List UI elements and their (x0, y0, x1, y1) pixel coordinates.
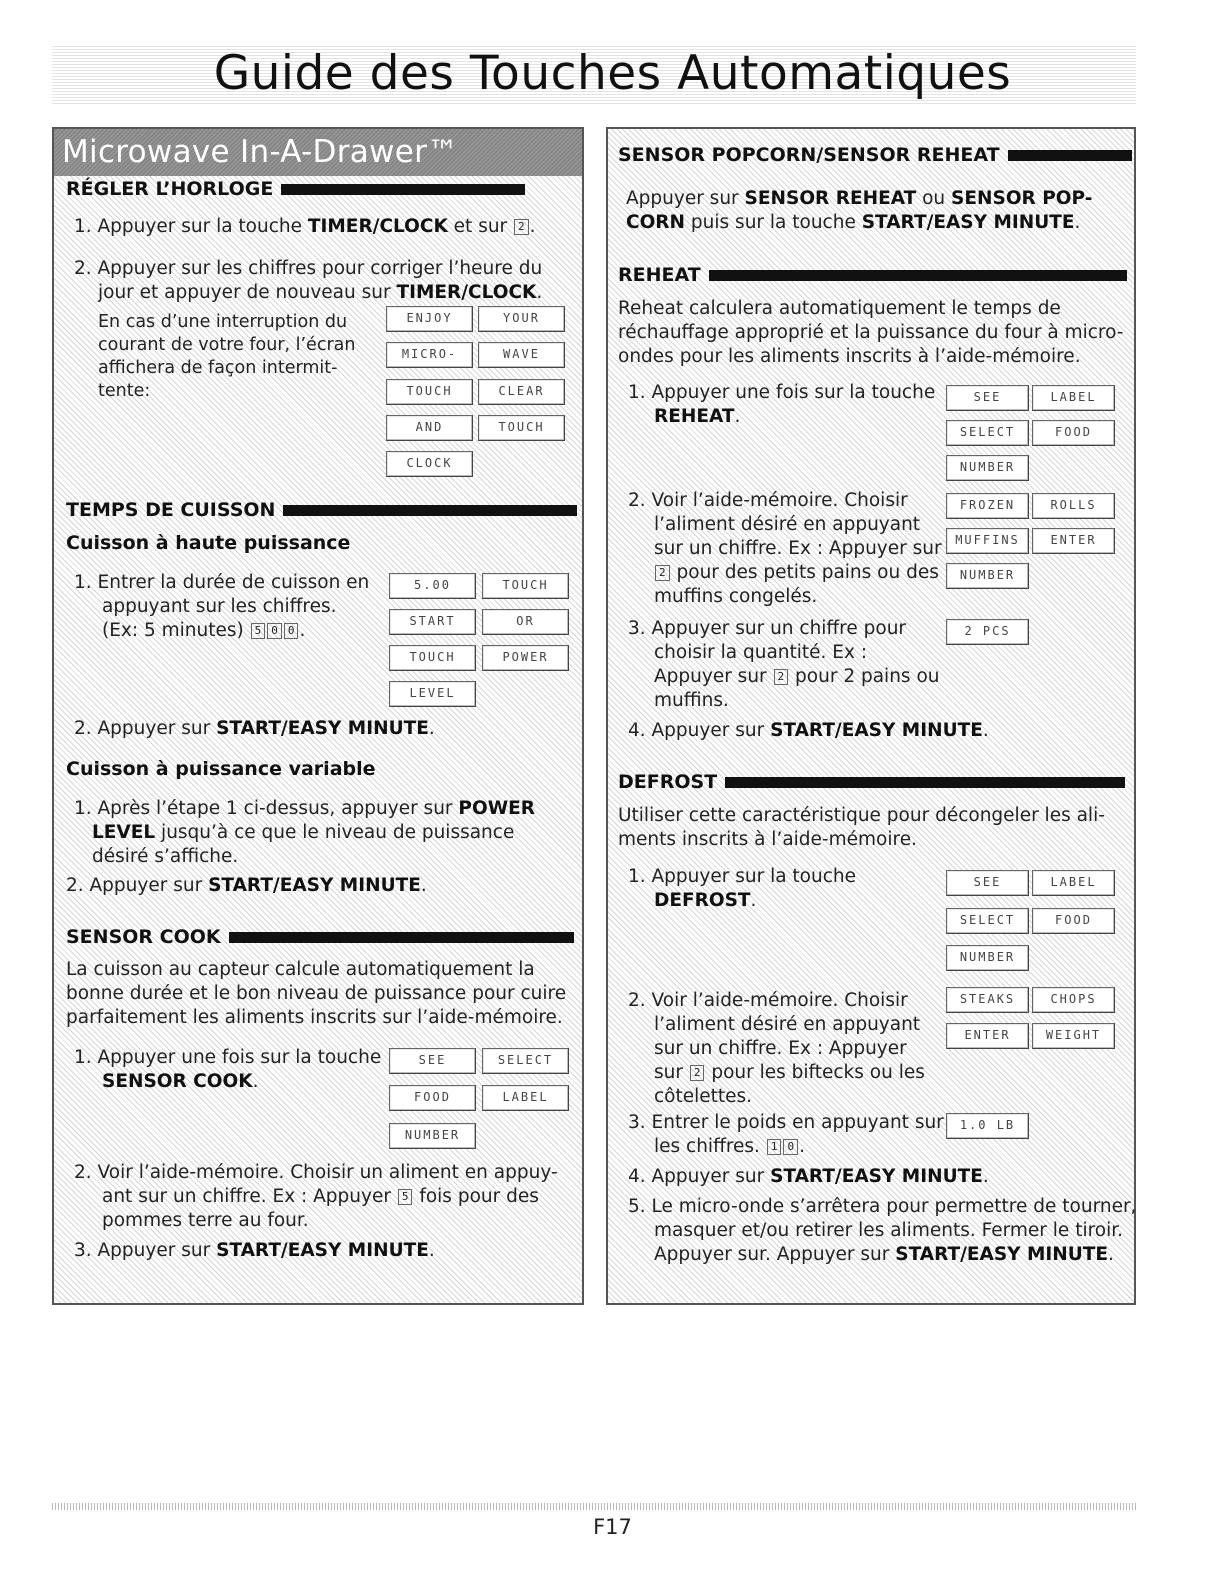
reheat-step-2-line-3: sur un chiffre. Ex : Appuyer sur (654, 538, 942, 559)
key-1-icon: 1 (767, 1139, 782, 1155)
defrost-step-3-line-1: 3. Entrer le poids en appuyant sur (628, 1112, 944, 1133)
display-word: LABEL (1032, 385, 1115, 411)
heading-rule (725, 777, 1125, 788)
sub-heading-haute: Cuisson à haute puissance (66, 532, 351, 554)
footer-rule (52, 1503, 1136, 1510)
display-word: SELECT (946, 420, 1029, 446)
horloge-note-line-1: En cas d’une interruption du (98, 312, 348, 332)
defrost-intro-line-1: Utiliser cette caractéristique pour décongeler les ali- (618, 805, 1105, 826)
defrost-step-2-line-5: côtelettes. (654, 1086, 753, 1107)
sensor-cook-intro-line-3: parfaitement les aliments inscrits sur l’aide-mémoire. (66, 1007, 563, 1028)
display-word: POWER (482, 645, 569, 671)
heading-rule (283, 505, 577, 516)
heading-text: DEFROST (618, 771, 718, 793)
defrost-step-4: 4. Appuyer sur START/EASY MINUTE. (628, 1166, 989, 1187)
reheat-step-2-line-1: 2. Voir l’aide-mémoire. Choisir (628, 490, 908, 511)
reheat-step-2-line-4: 2 pour des petits pains ou des (654, 561, 939, 585)
display-word: START (389, 609, 476, 635)
left-panel (52, 127, 584, 1305)
sensor-cook-step-1-line-2: SENSOR COOK. (102, 1071, 259, 1092)
heading-text: SENSOR COOK (66, 926, 221, 948)
key-2-icon: 2 (655, 565, 670, 581)
horloge-note-line-2: courant de votre four, l’écran (98, 335, 356, 355)
reheat-step-3-line-3: Appuyer sur 2 pour 2 pains ou (654, 666, 940, 687)
display-word: 5.00 (389, 573, 476, 599)
display-word: ROLLS (1032, 493, 1115, 519)
display-word: 1.0 LB (946, 1113, 1029, 1139)
display-word: STEAKS (946, 987, 1029, 1013)
display-word: SEE (946, 385, 1029, 411)
key-2-icon: 2 (690, 1065, 705, 1081)
defrost-step-1-line-1: 1. Appuyer sur la touche (628, 866, 856, 887)
display-word: SEE (389, 1048, 476, 1074)
panel-banner: Microwave In-A-Drawer™ (54, 129, 582, 176)
sensor-cook-step-3: 3. Appuyer sur START/EASY MINUTE. (74, 1240, 435, 1261)
display-word: TOUCH (386, 379, 473, 405)
defrost-step-5-line-1: 5. Le micro-onde s’arrêtera pour permettre de tourner, (628, 1196, 1137, 1217)
display-word: NUMBER (946, 455, 1029, 481)
sensor-cook-intro-line-1: La cuisson au capteur calcule automatiquement la (66, 959, 535, 980)
key-0-icon: 0 (783, 1139, 798, 1155)
sensor-cook-intro-line-2: bonne durée et le bon niveau de puissance pour cuire (66, 983, 567, 1004)
display-word: FROZEN (946, 493, 1029, 519)
key-2-icon: 2 (514, 219, 529, 235)
reheat-step-1-line-1: 1. Appuyer une fois sur la touche (628, 382, 936, 403)
display-word: LABEL (1032, 870, 1115, 896)
heading-rule (281, 184, 525, 195)
popcorn-line-2: CORN puis sur la touche START/EASY MINUTE. (626, 212, 1081, 233)
reheat-intro-line-1: Reheat calculera automatiquement le temps de (618, 298, 1061, 319)
display-word: YOUR (478, 306, 565, 332)
display-word: NUMBER (389, 1123, 476, 1149)
reheat-step-2-line-5: muffins congelés. (654, 586, 818, 607)
display-word: LEVEL (389, 681, 476, 707)
heading-rule (1008, 150, 1132, 161)
popcorn-line-1: Appuyer sur SENSOR REHEAT ou SENSOR POP- (626, 188, 1093, 209)
display-word: FOOD (389, 1085, 476, 1111)
key-5-icon: 5 (398, 1189, 413, 1205)
display-word: ENJOY (386, 306, 473, 332)
display-word: TOUCH (482, 573, 569, 599)
section-heading-horloge (66, 177, 525, 201)
display-word: WAVE (478, 342, 565, 368)
section-heading-sensor-cook (66, 925, 574, 949)
variable-step-1-line-3: désiré s’affiche. (92, 846, 239, 867)
display-word: ENTER (946, 1023, 1029, 1049)
display-word: TOUCH (478, 415, 565, 441)
display-word: FOOD (1032, 908, 1115, 934)
page-title: Guide des Touches Automatiques (213, 46, 1012, 101)
display-word: SELECT (946, 908, 1029, 934)
sensor-cook-step-2-line-3: pommes terre au four. (102, 1210, 309, 1231)
horloge-note-line-3: affichera de façon intermit- (98, 358, 338, 378)
display-word: OR (482, 609, 569, 635)
variable-step-1-line-1: 1. Après l’étape 1 ci-dessus, appuyer sur POWER (74, 798, 535, 819)
reheat-step-4: 4. Appuyer sur START/EASY MINUTE. (628, 720, 989, 741)
key-0-icon: 0 (267, 623, 282, 639)
key-2-icon: 2 (774, 669, 789, 685)
right-panel (606, 127, 1136, 1305)
display-word: NUMBER (946, 945, 1029, 971)
sensor-cook-step-2-line-1: 2. Voir l’aide-mémoire. Choisir un aliment en appuy- (74, 1162, 558, 1183)
haute-step-2: 2. Appuyer sur START/EASY MINUTE. (74, 718, 435, 739)
key-5-icon: 5 (251, 623, 266, 639)
display-word: SEE (946, 870, 1029, 896)
sensor-cook-step-2-line-2: ant sur un chiffre. Ex : Appuyer 5 fois pour des (102, 1186, 539, 1207)
key-0-icon: 0 (284, 623, 299, 639)
heading-text: RÉGLER L’HORLOGE (66, 178, 274, 200)
reheat-step-1-line-2: REHEAT. (654, 406, 741, 427)
reheat-intro-line-3: ondes pour les aliments inscrits à l’aide-mémoire. (618, 346, 1081, 367)
variable-step-1-line-2: LEVEL jusqu’à ce que le niveau de puissance (92, 822, 515, 843)
reheat-step-3-line-1: 3. Appuyer sur un chiffre pour (628, 618, 907, 639)
horloge-step-2-line-2: jour et appuyer de nouveau sur TIMER/CLOCK. (98, 282, 543, 303)
section-heading-popcorn (618, 143, 1132, 167)
horloge-step-2-line-1: 2. Appuyer sur les chiffres pour corriger l’heure du (74, 258, 543, 279)
variable-step-2: 2. Appuyer sur START/EASY MINUTE. (66, 875, 427, 896)
heading-rule (709, 270, 1127, 281)
heading-text: SENSOR POPCORN/SENSOR REHEAT (618, 144, 1000, 166)
display-word: MICRO- (386, 342, 473, 368)
display-word: NUMBER (946, 563, 1029, 589)
display-word: MUFFINS (946, 528, 1029, 554)
section-heading-cuisson (66, 498, 577, 522)
display-word: AND (386, 415, 473, 441)
horloge-note-line-4: tente: (98, 381, 151, 401)
heading-text: REHEAT (618, 264, 701, 286)
display-word: LABEL (482, 1085, 569, 1111)
display-word: TOUCH (389, 645, 476, 671)
heading-text: TEMPS DE CUISSON (66, 499, 276, 521)
haute-step-1-line-1: 1. Entrer la durée de cuisson en (74, 572, 370, 593)
defrost-step-3-line-2: les chiffres. 1 0 . (654, 1136, 805, 1157)
defrost-step-2-line-4: sur 2 pour les biftecks ou les (654, 1062, 925, 1083)
display-word: ENTER (1032, 528, 1115, 554)
reheat-step-2-line-2: l’aliment désiré en appuyant (654, 514, 921, 535)
reheat-step-3-line-2: choisir la quantité. Ex : (654, 642, 868, 663)
defrost-step-2-line-3: sur un chiffre. Ex : Appuyer (654, 1038, 907, 1059)
display-word: WEIGHT (1032, 1023, 1115, 1049)
sub-heading-variable: Cuisson à puissance variable (66, 758, 376, 780)
horloge-step-1: 1. Appuyer sur la touche TIMER/CLOCK et sur 2 . (74, 216, 536, 237)
heading-rule (229, 932, 574, 943)
defrost-step-2-line-2: l’aliment désiré en appuyant (654, 1014, 921, 1035)
haute-step-1-line-3: (Ex: 5 minutes) 5 0 0 . (102, 620, 306, 641)
section-heading-defrost (618, 770, 1125, 794)
display-word: 2 PCS (946, 619, 1029, 645)
display-word: CHOPS (1032, 987, 1115, 1013)
defrost-step-5-line-3: Appuyer sur. Appuyer sur START/EASY MINUTE. (654, 1244, 1114, 1265)
display-word: CLEAR (478, 379, 565, 405)
display-word: CLOCK (386, 451, 473, 477)
defrost-intro-line-2: ments inscrits à l’aide-mémoire. (618, 829, 917, 850)
reheat-intro-line-2: réchauffage approprié et la puissance du four à micro- (618, 322, 1124, 343)
section-heading-reheat (618, 263, 1127, 287)
page-number: F17 (593, 1515, 632, 1539)
display-word: FOOD (1032, 420, 1115, 446)
defrost-step-5-line-2: masquer et/ou retirer les aliments. Fermer le tiroir. (654, 1220, 1124, 1241)
defrost-step-2-line-1: 2. Voir l’aide-mémoire. Choisir (628, 990, 908, 1011)
haute-step-1-line-2: appuyant sur les chiffres. (102, 596, 337, 617)
sensor-cook-step-1-line-1: 1. Appuyer une fois sur la touche (74, 1047, 382, 1068)
defrost-step-1-line-2: DEFROST. (654, 890, 757, 911)
reheat-step-3-line-4: muffins. (654, 690, 729, 711)
display-word: SELECT (482, 1048, 569, 1074)
